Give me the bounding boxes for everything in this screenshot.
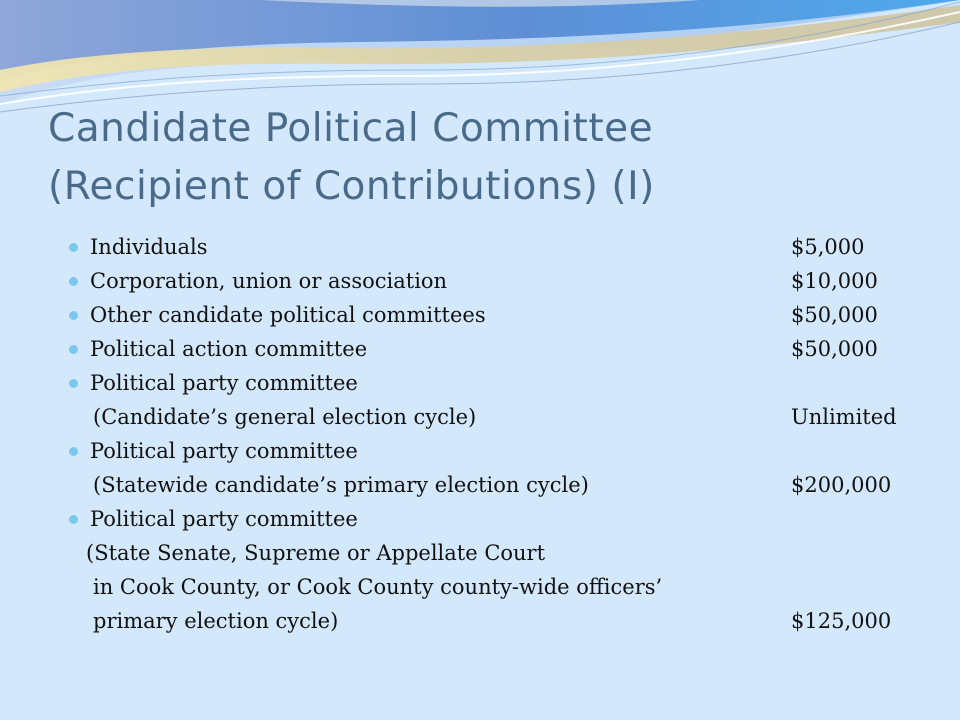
list-item-detail [0,468,960,502]
item-amount: $200,000 [791,473,892,497]
item-label: Political party committee [90,507,358,531]
bullet-dot-icon [69,379,78,388]
item-label: Individuals [90,235,208,259]
list-item [0,264,960,298]
bullet-dot-icon [69,311,78,320]
item-amount: Unlimited [791,405,897,429]
bullet-dot-icon [69,515,78,524]
list-item-detail [0,570,960,604]
bullet-dot-icon [69,277,78,286]
list-item [0,332,960,366]
item-label: Political action committee [90,337,368,361]
list-item [0,298,960,332]
list-item [0,502,960,536]
item-sub-label: primary election cycle) [93,609,339,633]
item-label: Political party committee [90,371,358,395]
item-sub-label: (Statewide candidate’s primary election cycle) [93,473,589,497]
list-item [0,366,960,400]
item-sub-label: in Cook County, or Cook County county-wide officers’ [93,575,663,599]
item-amount: $50,000 [791,337,878,361]
item-sub-label: (State Senate, Supreme or Appellate Court [86,541,546,565]
list-item [0,434,960,468]
item-amount: $10,000 [791,269,878,293]
bullet-dot-icon [69,243,78,252]
item-amount: $5,000 [791,235,865,259]
title-line-2: (Recipient of Contributions) (I) [48,164,655,209]
bullet-dot-icon [69,447,78,456]
bullet-dot-icon [69,345,78,354]
list-item-detail [0,536,960,570]
item-amount: $50,000 [791,303,878,327]
list-item-detail [0,400,960,434]
title-line-1: Candidate Political Committee [48,106,654,151]
list-item [0,230,960,264]
item-label: Other candidate political committees [90,303,486,327]
item-sub-label: (Candidate’s general election cycle) [93,405,477,429]
item-label: Corporation, union or association [90,269,448,293]
list-item-detail [0,604,960,638]
item-amount: $125,000 [791,609,892,633]
item-label: Political party committee [90,439,358,463]
